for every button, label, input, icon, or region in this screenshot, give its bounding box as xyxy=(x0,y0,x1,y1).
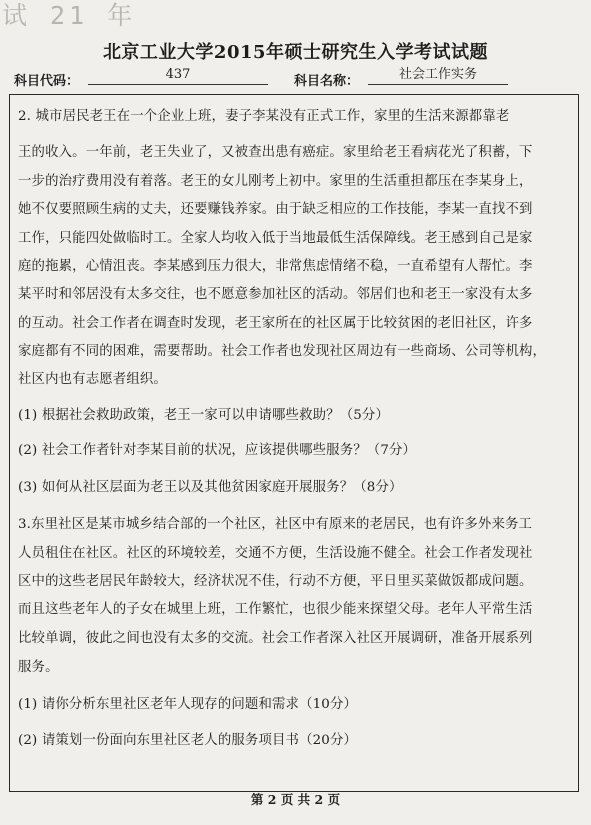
question-3-sub-1: (1) 请你分析东里社区老年人现存的问题和需求（10分） xyxy=(18,697,358,712)
question-2-sub-2: (2) 社会工作者针对李某目前的状况，应该提供哪些服务？（7分） xyxy=(18,443,417,458)
question-2-line-1: 2. 城市居民老王在一个企业上班，妻子李某没有正式工作，家里的生活来源都靠老 xyxy=(18,109,510,124)
subject-name-label: 科目名称： xyxy=(294,74,360,89)
question-3-sub-2: (2) 请策划一份面向东里社区老人的服务项目书（20分） xyxy=(18,733,358,748)
question-3-line-1: 3.东里社区是某市城乡结合部的一个社区，社区中有原来的老居民，也有许多外来务工 xyxy=(18,517,533,532)
page-footer: 第 2 页 共 2 页 xyxy=(250,792,341,807)
question-3-line-2: 人员租住在社区。社区的环境较差，交通不方便，生活设施不健全。社会工作者发现社 xyxy=(18,546,533,561)
exam-title: 北京工业大学2015年硕士研究生入学考试试题 xyxy=(102,42,489,63)
question-2-line-6: 庭的拖累，心情沮丧。李某感到压力很大，非常焦虑情绪不稳，一直希望有人帮忙。李 xyxy=(18,259,533,274)
question-2-line-5: 工作，只能四处做临时工。全家人均收入低于当地最低生活保障线。老王感到自己是家 xyxy=(18,231,533,246)
question-3-line-3: 区中的这些老居民年龄较大，经济状况不佳，行动不方便，平日里买菜做饭都成问题。 xyxy=(18,574,533,589)
question-2-line-7: 某平时和邻居没有太多交往，也不愿意参加社区的活动。邻居们也和老王一家没有太多 xyxy=(18,287,533,302)
question-2-line-2: 王的收入。一年前，老王失业了，又被查出患有癌症。家里给老王看病花光了积蓄，下 xyxy=(18,145,533,160)
question-2-line-9: 家庭都有不同的困难，需要帮助。社会工作者也发现社区周边有一些商场、公司等机构， xyxy=(18,344,547,359)
question-2-line-10: 社区内也有志愿者组织。 xyxy=(18,372,167,387)
question-3-line-6: 服务。 xyxy=(18,660,59,675)
subject-code-label: 科目代码： xyxy=(14,74,80,89)
watermark-stamp: 试 21 年 xyxy=(2,1,137,30)
question-2-line-4: 她不仅要照顾生病的丈夫，还要赚钱养家。由于缺乏相应的工作技能，李某一直找不到 xyxy=(18,202,533,217)
question-2-line-3: 一步的治疗费用没有着落。老王的女儿刚考上初中。家里的生活重担都压在李某身上， xyxy=(18,174,533,189)
subject-code-value: 437 xyxy=(88,66,268,85)
question-3-line-4: 而且这些老年人的子女在城里上班，工作繁忙，也很少能来探望父母。老年人平常生活 xyxy=(18,602,533,617)
question-2-sub-1: (1) 根据社会救助政策，老王一家可以申请哪些救助？（5分） xyxy=(18,408,390,423)
question-3-line-5: 比较单调，彼此之间也没有太多的交流。社会工作者深入社区开展调研，准备开展系列 xyxy=(18,631,533,646)
question-2-line-8: 的互动。社会工作者在调查时发现，老王家所在的社区属于比较贫困的老旧社区，许多 xyxy=(18,316,533,331)
question-2-sub-3: (3) 如何从社区层面为老王以及其他贫困家庭开展服务？（8分） xyxy=(18,480,403,495)
subject-name-value: 社会工作实务 xyxy=(368,66,508,85)
